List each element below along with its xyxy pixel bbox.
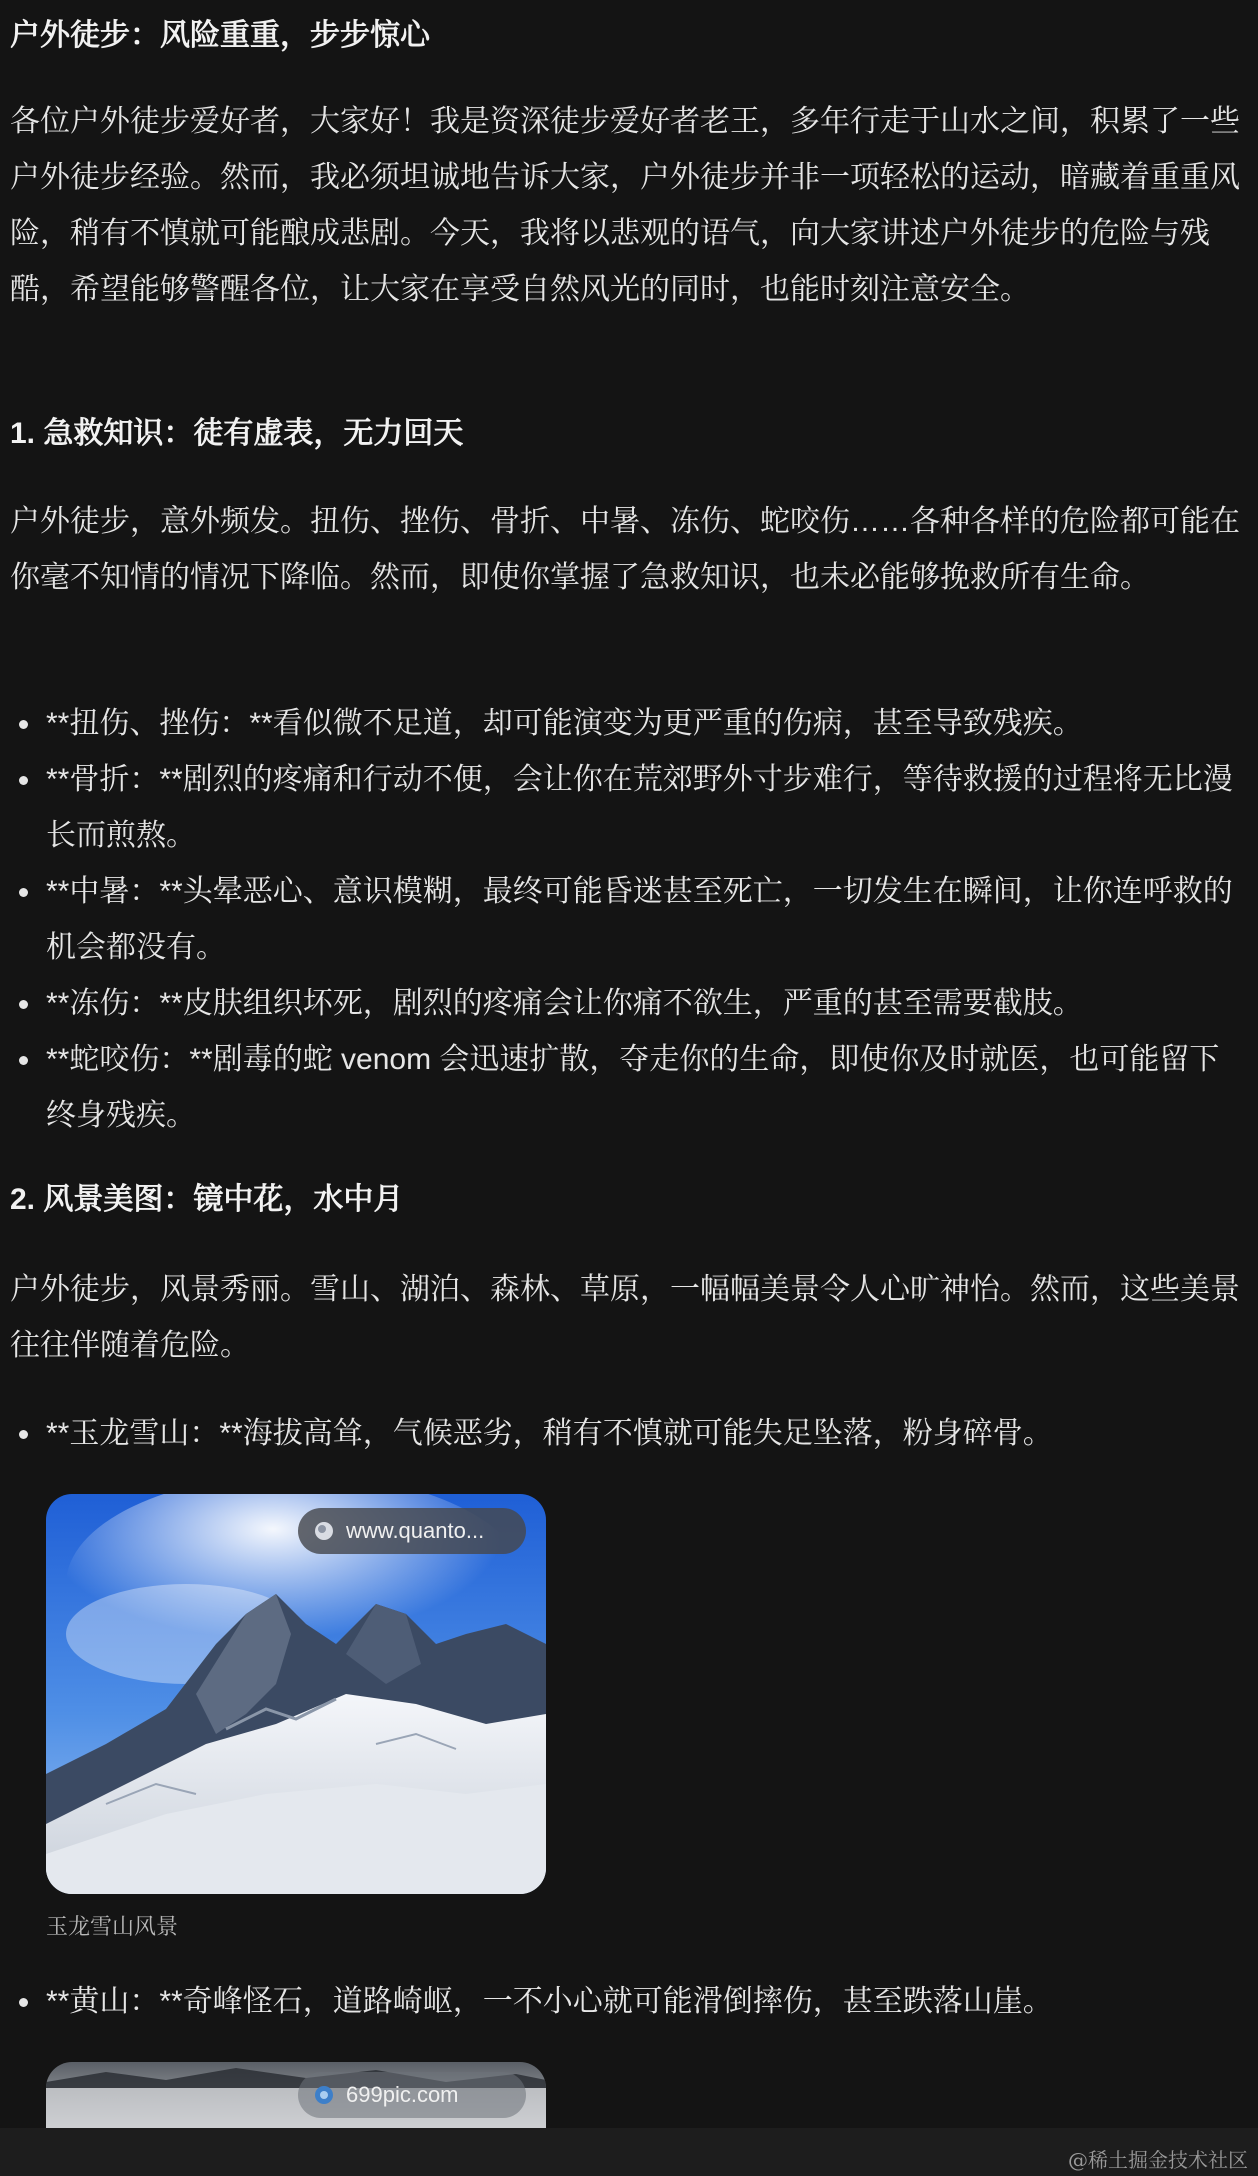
bullet-dot xyxy=(19,1430,28,1439)
bullet-dot xyxy=(19,888,28,897)
section2-bullet-list-1 xyxy=(0,1406,1240,1462)
section1-bullet-list xyxy=(0,696,1240,1144)
bullet-frostbite xyxy=(0,976,1240,1032)
globe-icon xyxy=(314,2085,334,2105)
image-caption: 玉龙雪山风景 xyxy=(46,1914,179,1939)
section1-heading: 1. 急救知识：徒有虚表，无力回天 xyxy=(10,417,464,450)
bullet-sprain xyxy=(0,696,1240,752)
watermark: @稀土掘金技术社区 xyxy=(1068,2148,1248,2172)
image-source-text: www.quanto... xyxy=(346,1518,485,1543)
bullet-text: **扭伤、挫伤：**看似微不足道，却可能演变为更严重的伤病，甚至导致残疾。 xyxy=(46,707,1083,740)
article-title: 户外徒步：风险重重，步步惊心 xyxy=(10,19,430,52)
huangshan-image[interactable] xyxy=(46,2062,546,2128)
image-source-text: 699pic.com xyxy=(346,2082,459,2107)
image-source-pill[interactable] xyxy=(298,1508,526,1554)
bullet-text: **玉龙雪山：**海拔高耸，气候恶劣，稍有不慎就可能失足坠落，粉身碎骨。 xyxy=(46,1417,1053,1450)
yulong-mountain-image[interactable] xyxy=(46,1494,546,1894)
bullet-huangshan xyxy=(0,1974,1240,2030)
bullet-text: **黄山：**奇峰怪石，道路崎岖，一不小心就可能滑倒摔伤，甚至跌落山崖。 xyxy=(46,1985,1053,2018)
bullet-text: **中暑：**头晕恶心、意识模糊，最终可能昏迷甚至死亡，一切发生在瞬间，让你连呼救的机会都没有。 xyxy=(46,875,1233,964)
mountain-photo xyxy=(46,1494,546,1894)
bullet-text: **蛇咬伤：**剧毒的蛇 venom 会迅速扩散，夺走你的生命，即使你及时就医，也可能留下终身残疾。 xyxy=(46,1043,1220,1132)
intro-paragraph: 各位户外徒步爱好者，大家好！我是资深徒步爱好者老王，多年行走于山水之间，积累了一些户外徒步经验。然而，我必须坦诚地告诉大家，户外徒步并非一项轻松的运动，暗藏着重重风险，稍有不慎就可能酿成悲剧。今天，我将以悲观的语气，向大家讲述户外徒步的危险与残酷，希望能够警醒各位，让大家在享受自然风光的同时，也能时刻注意安全。 xyxy=(10,105,1240,306)
image-source-pill[interactable] xyxy=(298,2072,526,2118)
bullet-dot xyxy=(19,1000,28,1009)
section1-paragraph: 户外徒步，意外频发。扭伤、挫伤、骨折、中暑、冻伤、蛇咬伤……各种各样的危险都可能在你毫不知情的情况下降临。然而，即使你掌握了急救知识，也未必能够挽救所有生命。 xyxy=(10,505,1240,594)
bullet-text: **冻伤：**皮肤组织坏死，剧烈的疼痛会让你痛不欲生，严重的甚至需要截肢。 xyxy=(46,987,1083,1020)
bullet-dot xyxy=(19,1056,28,1065)
bullet-dot xyxy=(19,1998,28,2007)
globe-icon xyxy=(314,1521,334,1541)
bullet-dot xyxy=(19,720,28,729)
bullet-snakebite xyxy=(0,1032,1240,1144)
bullet-fracture xyxy=(0,752,1240,864)
section2-paragraph: 户外徒步，风景秀丽。雪山、湖泊、森林、草原，一幅幅美景令人心旷神怡。然而，这些美景往往伴随着危险。 xyxy=(10,1273,1240,1362)
bullet-text: **骨折：**剧烈的疼痛和行动不便，会让你在荒郊野外寸步难行，等待救援的过程将无比漫长而煎熬。 xyxy=(46,763,1233,852)
bullet-heatstroke xyxy=(0,864,1240,976)
section2-heading: 2. 风景美图：镜中花，水中月 xyxy=(10,1183,404,1216)
bullet-dot xyxy=(19,776,28,785)
bullet-yulong xyxy=(0,1406,1240,1462)
section2-bullet-list-2 xyxy=(0,1974,1240,2030)
